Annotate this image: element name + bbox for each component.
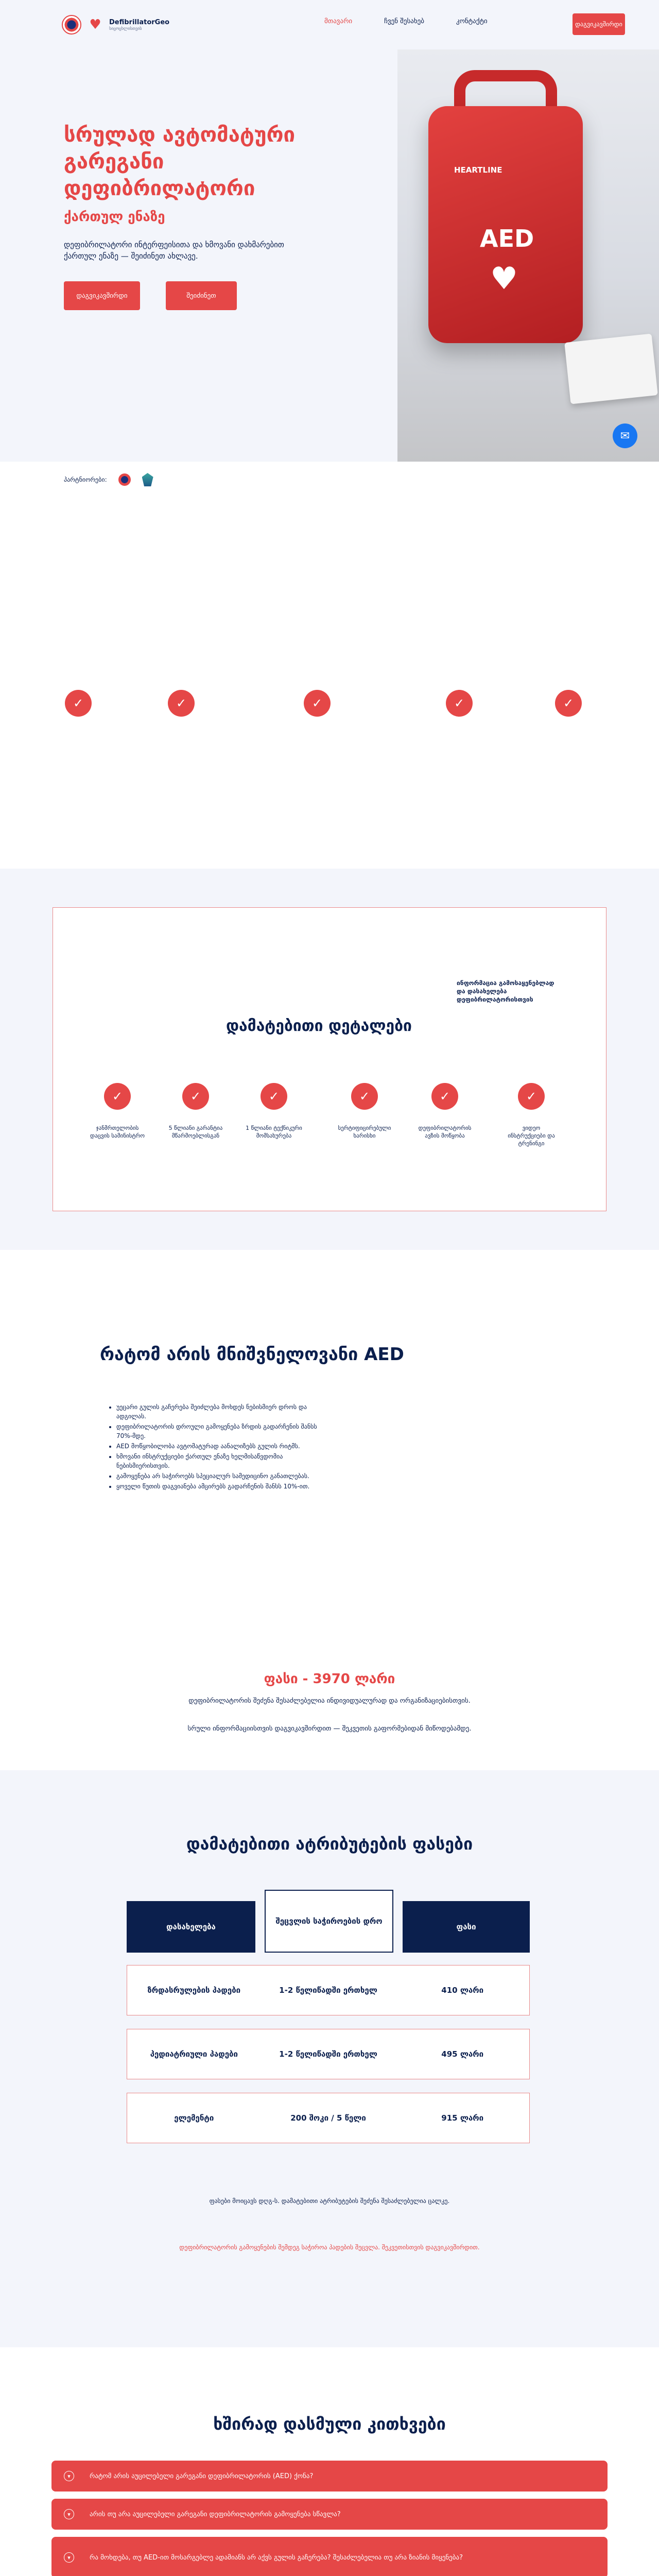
faq-title: ხშირად დასმული კითხვები xyxy=(213,2414,446,2434)
extras-title: დამატებითი დეტალები xyxy=(226,1017,412,1035)
table-row: ზრდასრულების პადები 1-2 წელიწადში ერთხელ 410 ლარი xyxy=(127,1965,530,2015)
list-item: • AED მოწყობილობა ავტომატურად აანალიზებს გულის რიტმს. xyxy=(116,1442,333,1451)
aed-label: AED xyxy=(480,225,534,252)
chevron-down-icon: ▾ xyxy=(64,2552,74,2563)
aed-pads-package xyxy=(564,333,658,404)
list-item: • ხმოვანი ინსტრუქციები ქართულ ენაზე ხელმისაწვდომია ნებისმიერისთვის. xyxy=(116,1452,333,1470)
extras-item: ✓ ვიდეო ინსტრუქციები და ტრენინგი xyxy=(503,1083,560,1147)
check-icon: ✓ xyxy=(304,690,331,717)
check-icon: ✓ xyxy=(261,1083,287,1110)
extras-item: ✓ დეფიბრილატორის ავზის მოწყობა xyxy=(417,1083,473,1140)
hero-subtitle: ქართულ ენაზე xyxy=(64,209,165,225)
logo-tagline: სიცოცხლისთვის xyxy=(109,26,142,31)
check-icon: ✓ xyxy=(431,1083,458,1110)
price-label: ფასი - 3970 ლარი xyxy=(264,1671,395,1687)
header-contact-button[interactable]: დაგვიკავშირდი xyxy=(573,13,625,35)
check-icon: ✓ xyxy=(518,1083,545,1110)
features-section xyxy=(0,498,659,869)
main-nav xyxy=(324,18,488,25)
nav-about[interactable]: ჩვენ შესახებ xyxy=(384,18,424,25)
table-header: ფასი xyxy=(403,1901,530,1953)
nav-home[interactable]: მთავარი xyxy=(324,18,353,25)
heart-bolt-icon: ♥ xyxy=(490,261,518,297)
check-icon: ✓ xyxy=(65,690,92,717)
extras-item: ✓ 5 წლიანი გარანტია მწარმოებლისგან xyxy=(167,1083,224,1140)
check-icon: ✓ xyxy=(351,1083,378,1110)
table-row: პედიატრიული პადები 1-2 წელიწადში ერთხელ 495 ლარი xyxy=(127,2029,530,2079)
extras-section xyxy=(0,869,659,1250)
messenger-chat-icon[interactable]: ✉ xyxy=(613,423,637,448)
prices-warning: დეფიბრილატორის გამოყენების შემდეგ საჭიროა პადების შეცვლა. შეკვეთისთვის დაგვიკავშირდით. xyxy=(179,2244,480,2251)
extras-item: ✓ სერტიფიცირებული ხარისხი xyxy=(336,1083,393,1140)
why-paragraph-2: სრული ინფორმაციისთვის დაგვიკავშირდით — შეკვეთის გაფორმებიდან მიწოდებამდე. xyxy=(187,1725,472,1733)
faq-item[interactable]: ▾ რატომ არის აუცილებელი გარეგანი დეფიბრილატორის (AED) ქონა? xyxy=(51,2461,608,2492)
check-icon: ✓ xyxy=(446,690,473,717)
check-icon: ✓ xyxy=(555,690,582,717)
extras-item: ✓ 1 წლიანი ტექნიკური მომსახურება xyxy=(246,1083,302,1140)
chevron-down-icon: ▾ xyxy=(64,2471,74,2481)
list-item: • დეფიბრილატორის დროული გამოყენება ზრდის გადარჩენის შანსს 70%-მდე. xyxy=(116,1422,333,1440)
heart-icon: ♥ xyxy=(89,17,101,32)
hero-buy-button[interactable]: შეიძინეთ xyxy=(166,281,237,310)
why-paragraph-1: დეფიბრილატორის შეძენა შესაძლებელია ინდივიდუალურად და ორგანიზაციებისთვის. xyxy=(188,1697,471,1705)
nav-contact[interactable]: კონტაქტი xyxy=(456,18,488,25)
logo-title: DefibrillatorGeo xyxy=(109,19,170,26)
table-header: შეცვლის საჭიროების დრო xyxy=(265,1890,393,1953)
partners-label: პარტნიორები: xyxy=(64,476,107,483)
site-header xyxy=(0,0,659,49)
partner-logo-emblem[interactable] xyxy=(142,473,153,486)
list-item: • გამოყენება არ საჭიროებს სპეციალურ სამედიცინო განათლებას. xyxy=(116,1471,333,1481)
hero-description: დეფიბრილატორი ინტერფეისითა და ხმოვანი დახმარებით ქართულ ენაზე — შეიძინეთ ახლავე. xyxy=(64,240,284,261)
aed-brand: HEARTLINE xyxy=(454,165,502,175)
prices-note: ფასები მოიცავს დღგ-ს. დამატებითი ატრიბუტების შეძენა შესაძლებელია ცალკე. xyxy=(209,2197,450,2205)
check-icon: ✓ xyxy=(104,1083,131,1110)
prices-section xyxy=(0,1770,659,2347)
list-item: • ყოველი წუთის დაგვიანება ამცირებს გადარჩენის შანსს 10%-ით. xyxy=(116,1482,333,1491)
faq-item[interactable]: ▾ რა მოხდება, თუ AED-ით მოსარგებლე ადამიანს არ აქვს გულის გაჩერება? შესაძლებელია თუ არა ზიანის მიყენება? xyxy=(51,2537,608,2576)
table-row: ელემენტი 200 შოკი / 5 წელი 915 ლარი xyxy=(127,2093,530,2143)
check-icon: ✓ xyxy=(168,690,195,717)
extras-item: ✓ ჯანმრთელობის დაცვის სამინისტრო xyxy=(89,1083,146,1140)
extras-note: ინფორმაცია გამოსაყენებლად და დასახელება დეფიბრილატორისთვის xyxy=(457,979,554,1003)
logo[interactable] xyxy=(62,15,169,35)
why-title: რატომ არის მნიშვნელოვანი AED xyxy=(100,1344,404,1365)
extras-card xyxy=(53,907,606,1211)
partners-bar xyxy=(0,462,659,498)
list-item: • უეცარი გულის გაჩერება შეიძლება მოხდეს ნებისმიერ დროს და ადგილას. xyxy=(116,1402,333,1421)
emblem-icon xyxy=(62,15,81,35)
hero-section xyxy=(0,49,659,462)
hero-title: სრულად ავტომატური გარეგანი დეფიბრილატორი xyxy=(64,123,296,200)
hero-contact-button[interactable]: დაგვიკავშირდი xyxy=(64,281,140,310)
why-bullets xyxy=(116,1402,333,1492)
aed-device-image xyxy=(397,49,659,462)
table-header: დასახელება xyxy=(127,1901,255,1953)
faq-item[interactable]: ▾ არის თუ არა აუცილებელი გარეგანი დეფიბრილატორის გამოყენება სწავლა? xyxy=(51,2499,608,2530)
faq-section xyxy=(0,2347,659,2576)
why-aed-section xyxy=(0,1250,659,1770)
check-icon: ✓ xyxy=(182,1083,209,1110)
partner-logo-badge[interactable] xyxy=(118,473,131,486)
prices-title: დამატებითი ატრიბუტების ფასები xyxy=(186,1834,473,1854)
chevron-down-icon: ▾ xyxy=(64,2509,74,2519)
